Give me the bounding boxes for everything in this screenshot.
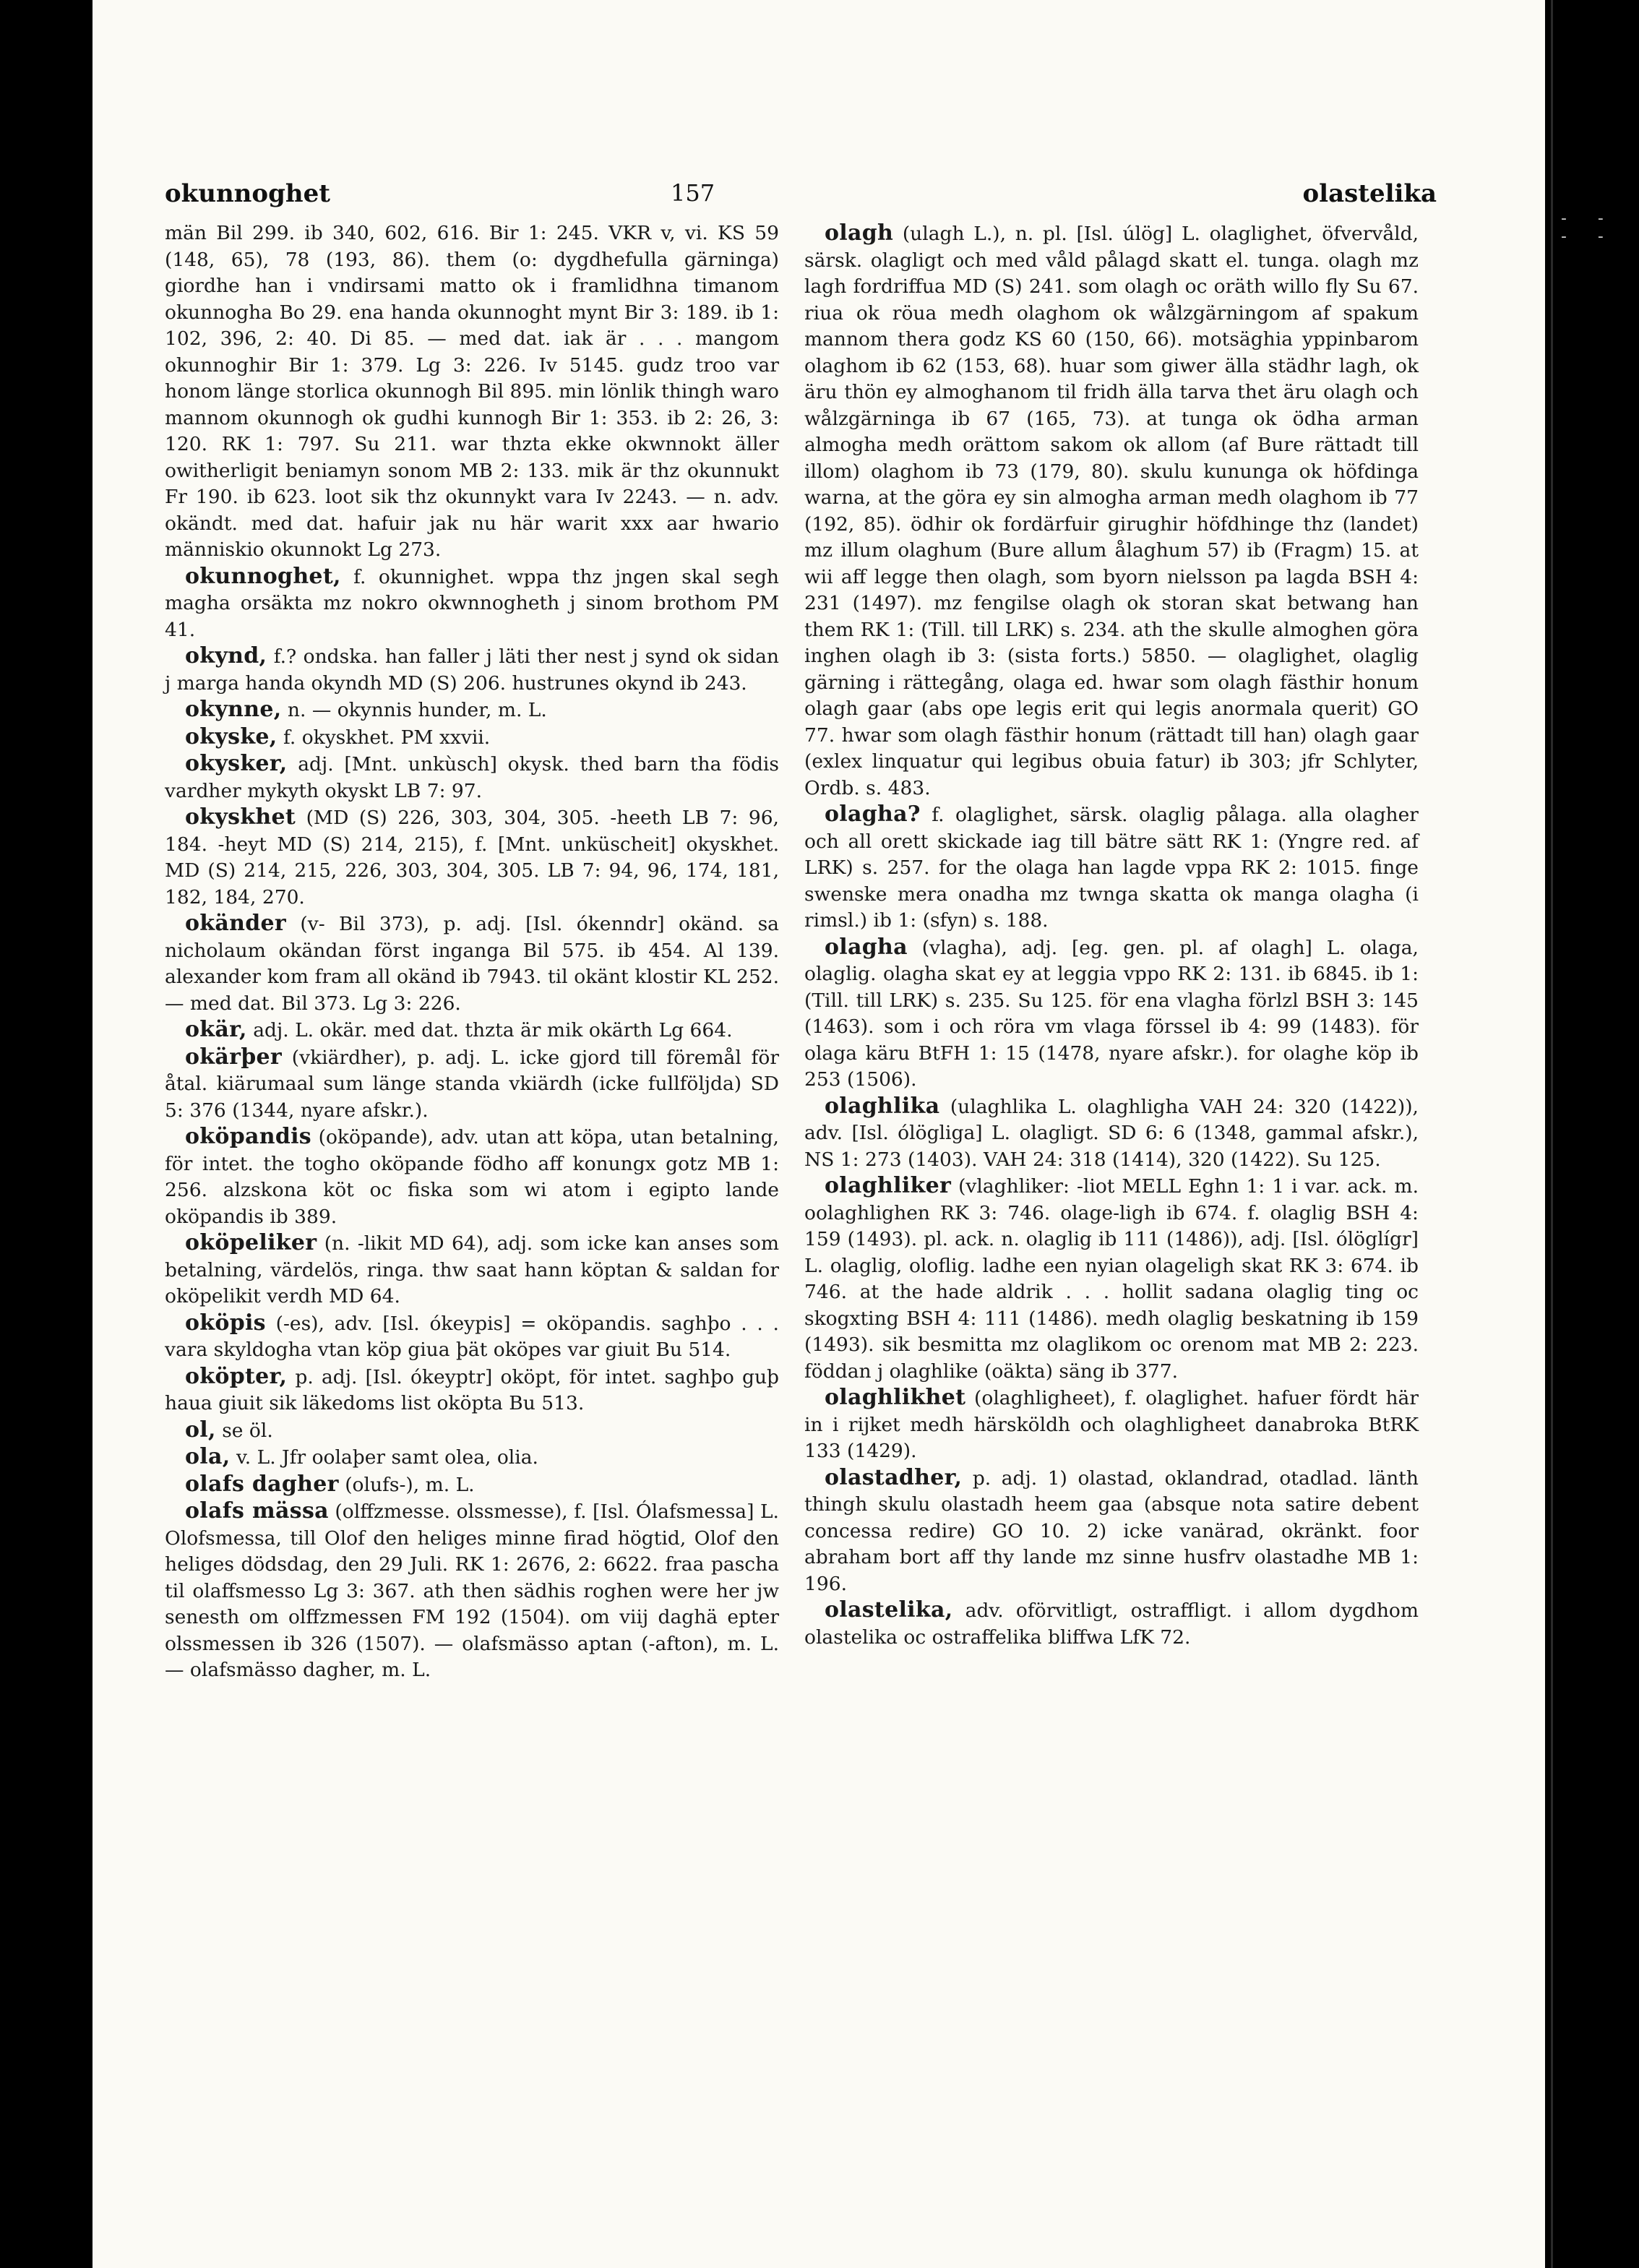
headword: olaghliker <box>825 1173 952 1198</box>
headword: olastadher, <box>825 1464 963 1490</box>
entry-text: adv. oförvitligt, ostraffligt. i allom dygdhom olastelika oc ostraffelika bliffwa LfK 72. <box>804 1599 1419 1649</box>
entry-text: (-es), adv. [Isl. ókeypis] = oköpandis. saghþo . . . vara skyldogha vtan köp giua þät oköpes var giuit Bu 514. <box>165 1312 779 1361</box>
dictionary-entry <box>804 802 1419 935</box>
dictionary-entry <box>804 935 1419 1094</box>
entry-text: (oköpande), adv. utan att köpa, utan betalning, för intet. the togho oköpande födho aff konungx gotz MB 1: 256. alzskona köt oc fiska som wi atom i egipto lande oköpandis ib 389. <box>165 1126 779 1228</box>
dictionary-entry <box>165 1364 779 1417</box>
dictionary-entry <box>165 1417 779 1445</box>
right-column <box>804 220 1419 1651</box>
entry-text: (vlaghliker: -liot MELL Eghn 1: 1 i var. ack. m. oolaghlighen RK 3: 746. olage-ligh ib 674. f. olaglig BSH 4: 159 (1493). pl. ack. n. olaglig ib 111 (1486)), adj. [Isl. ólöglígr] L. olaglig, oloflig. ladhe een nyian olageligh skat RK 3: 674. ib 746. at the hade aldrik . . . hollit sadana olaglig ting oc skogxting BSH 4: 111 (1486). medh olaglig beskatning ib 159 (1493). sik besmitta mz olaglikom oc orenom mat MB 2: 223. föddan j olaghlike (oäkta) säng ib 377. <box>804 1175 1419 1383</box>
headword: okynne, <box>185 697 282 722</box>
dictionary-entry <box>165 1472 779 1499</box>
headword: oköpandis <box>185 1124 311 1149</box>
running-head-left: okunnoghet <box>165 179 330 208</box>
dictionary-entry <box>804 1465 1419 1598</box>
side-marks: - - - - <box>1561 210 1617 246</box>
headword: olaghlika <box>825 1093 940 1119</box>
headword: okunnoghet, <box>185 563 341 589</box>
entry-text: f. okunnighet. wppa thz jngen skal segh magha orsäkta mz nokro okwnnogheth j sinom brothom PM 41. <box>165 565 779 641</box>
dictionary-entry <box>165 804 779 911</box>
entry-text: (MD (S) 226, 303, 304, 305. -heeth LB 7: 96, 184. -heyt MD (S) 214, 215), f. [Mnt. unküscheit] okyskhet. MD (S) 214, 215, 226, 303, 304, 305. LB 7: 94, 96, 174, 181, 182, 184, 270. <box>165 807 779 909</box>
dictionary-entry <box>165 697 779 724</box>
entry-text: (vlagha), adj. [eg. gen. pl. af olagh] L. olaga, olaglig. olagha skat ey at leggia vppo RK 2: 131. ib 6845. ib 1: (Till. till LRK) s. 235. Su 125. för ena vlagha förlzl BSH 3: 145 (1463). som i och röra vm vlaga förssel ib 4: 99 (1483). för olaga käru BtFH 1: 15 (1478, nyare afskr.). for olaghe köp ib 253 (1506). <box>804 936 1419 1091</box>
entry-text: (olffzmesse. olssmesse), f. [Isl. Ólafsmessa] L. Olofsmessa, till Olof den heliges minne firad högtid, Olof den heliges dödsdag, den 29 Juli. RK 1: 2676, 2: 6622. fraa pascha til olaffsmesso Lg 3: 367. ath then sädhis roghen were her jw senesth om olffzmessen FM 192 (1504). om viij daghä epter olssmessen ib 326 (1507). — olafsmässo aptan (-afton), m. L. — olafsmässo dagher, m. L. <box>165 1500 779 1681</box>
dictionary-entry <box>165 1444 779 1472</box>
dictionary-page <box>93 0 1545 2268</box>
entry-text: (ulagh L.), n. pl. [Isl. úlög] L. olaglighet, öfvervåld, särsk. olagligt och med våld pålagd skatt el. tunga. olagh mz lagh fordriffua MD (S) 241. som olagh oc oräth willo fly Su 67. riua ok röua medh olaghom ok wålzgärningom af spakum mannom thera godz KS 60 (150, 66). motsäghia yppinbarom olaghom ib 62 (153, 68). huar som giwer älla städhr lagh, ok äru thön ey almoghanom til fridh älla tarva thet äru olagh och wålzgärninga ib 67 (165, 73). at tunga ok ödha arman almogha medh orättom sakom ok allom (af Bure rättadt till illom) olaghom ib 73 (179, 80). skulu kununga ok höfdinga warna, at the göra ey sin almogha arman medh olaghom ib 77 (192, 85). ödhir ok fordärfuir girughir höfdhinge thz (landet) mz illum olaghum (Bure allum ålaghum 57) ib (Fragm) 15. at wii aff legge then olagh, som byorn nielsson pa lagda BSH 4: 231 (1497). mz fengilse olagh ok storan skat betwang han them RK 1: (Till. till LRK) s. 234. ath the skulle almoghen göra inghen olagh ib 3: (sista forts.) 5850. — olaglighet, olaglig gärning i rättegång, olaga ed. hwar som olagh fästhir honum olagh gaar (abs ope legis erit qui legis anormala querit) GO 77. hwar som olagh fästhir honum (rättadt till han) olagh gaar (exlex linquatur qui legibus obuia fatur) ib 303; jfr Schlyter, Ordb. s. 483. <box>804 223 1419 799</box>
dictionary-entry <box>165 220 779 564</box>
dictionary-entry <box>804 1094 1419 1174</box>
left-column <box>165 220 779 1684</box>
entry-text: p. adj. 1) olastad, oklandrad, otadlad. länth thingh skulu olastadh heem gaa (absque nota satire debent concessa redire) GO 10. 2) icke vanärad, okränkt. foor abraham bort aff thy lande mz sinne husfrv olastadhe MB 1: 196. <box>804 1466 1419 1595</box>
dictionary-entry <box>165 724 779 752</box>
entry-text: f. olaglighet, särsk. olaglig pålaga. alla olagher och all orett skickade iag till bätre sätt RK 1: (Yngre red. af LRK) s. 257. for the olaga han lagde vppa RK 2: 1015. finge swenske mera onadha mz twnga skatta ok manga olagha (i rimsl.) ib 1: (sfyn) s. 188. <box>804 804 1419 932</box>
dictionary-entry <box>165 1310 779 1364</box>
entry-text: adj. [Mnt. unkùsch] okysk. thed barn tha födis vardher mykyth okyskt LB 7: 97. <box>165 753 779 802</box>
dictionary-entry <box>165 1124 779 1230</box>
headword: ol, <box>185 1417 216 1443</box>
dictionary-entry <box>165 911 779 1017</box>
headword: oköpeliker <box>185 1230 317 1255</box>
page-number: 157 <box>671 179 715 207</box>
entry-text: se öl. <box>222 1419 273 1442</box>
headword: okysker, <box>185 751 288 776</box>
entry-text: p. adj. [Isl. ókeyptr] oköpt, för intet. saghþo guþ haua giuit sik läkedoms list oköpta Bu 513. <box>165 1365 779 1414</box>
headword: okyske, <box>185 723 278 749</box>
dictionary-entry <box>165 1044 779 1125</box>
running-head-right: olastelika <box>1302 179 1437 208</box>
headword: olafs mässa <box>185 1498 329 1524</box>
entry-text: f. okyskhet. PM xxvii. <box>283 726 491 749</box>
headword: okär, <box>185 1017 247 1042</box>
entry-text: (ulaghlika L. olaghligha VAH 24: 320 (1422)), adv. [Isl. ólögliga] L. olagligt. SD 6: 6 (1348, gammal afskr.), NS 1: 273 (1403). VAH 24: 318 (1414), 320 (1422). Su 125. <box>804 1095 1419 1171</box>
headword: oköpis <box>185 1310 266 1336</box>
entry-text: v. L. Jfr oolaþer samt olea, olia. <box>236 1446 538 1469</box>
headword: okänder <box>185 911 287 936</box>
entry-text: (olufs-), m. L. <box>345 1473 475 1496</box>
headword: ola, <box>185 1444 231 1469</box>
dictionary-entry <box>165 1230 779 1310</box>
entry-text: n. — okynnis hunder, m. L. <box>287 699 547 721</box>
page-edge <box>1551 0 1553 2268</box>
entry-text: män Bil 299. ib 340, 602, 616. Bir 1: 245. VKR v, vi. KS 59 (148, 65), 78 (193, 86). them (o: dygdhefulla gärninga) giordhe han i vndirsami matto ok i framlidhna timanom okunnogha Bo 29. ena handa okunnoght mynt Bir 3: 189. ib 1: 102, 396, 2: 40. Di 85. — med dat. iak är . . . mangom okunnoghir Bir 1: 379. Lg 3: 226. Iv 5145. gudz troo var honom länge storlica okunnogh Bil 895. min lönlik thingh waro mannom okunnogh ok gudhi kunnogh Bir 1: 353. ib 2: 26, 3: 120. RK 1: 797. Su 211. war thzta ekke okwnnokt äller owitherligit beniamyn sonom MB 2: 133. mik är thz okunnukt Fr 190. ib 623. loot sik thz okunnykt vara Iv 2243. — n. adv. okändt. med dat. hafuir jak nu här warit xxx aar hwario människio okunnokt Lg 273. <box>165 222 779 561</box>
dictionary-entry <box>165 564 779 644</box>
dictionary-entry <box>165 1498 779 1684</box>
headword: olafs dagher <box>185 1471 339 1497</box>
entry-text: (vkiärdher), p. adj. L. icke gjord till föremål för åtal. kiärumaal sum länge standa vkiärdh (icke fullföljda) SD 5: 376 (1344, nyare afskr.). <box>165 1046 779 1122</box>
headword: olagha? <box>825 802 921 827</box>
entry-text: (n. -likit MD 64), adj. som icke kan anses som betalning, värdelös, ringa. thw saat hann köptan & saldan for oköpelikit verdh MD 64. <box>165 1232 779 1307</box>
dictionary-entry <box>165 643 779 697</box>
headword: oköpter, <box>185 1363 288 1389</box>
headword: olagh <box>825 220 894 246</box>
headword: okynd, <box>185 643 267 669</box>
headword: olastelika, <box>825 1597 953 1623</box>
entry-text: (olaghligheet), f. olaglighet. hafuer fördt här in i rijket medh härsköldh och olaghligheet danabroka BtRK 133 (1429). <box>804 1387 1419 1462</box>
dictionary-entry <box>165 1017 779 1044</box>
entry-text: f.? ondska. han faller j läti ther nest j synd ok sidan j marga handa okyndh MD (S) 206. hustrunes okynd ib 243. <box>165 645 779 695</box>
headword: okärþer <box>185 1044 283 1070</box>
dictionary-entry <box>165 751 779 804</box>
dictionary-entry <box>804 220 1419 802</box>
entry-text: adj. L. okär. med dat. thzta är mik okärth Lg 664. <box>253 1019 733 1041</box>
dictionary-entry <box>804 1597 1419 1651</box>
headword: olagha <box>825 934 908 960</box>
entry-text: (v- Bil 373), p. adj. [Isl. ókenndr] okänd. sa nicholaum okändan först inganga Bil 575. ib 454. Al 139. alexander kom fram all okänd ib 7943. til okänt klostir KL 252. — med dat. Bil 373. Lg 3: 226. <box>165 913 779 1015</box>
headword: okyskhet <box>185 804 296 830</box>
dictionary-entry <box>804 1385 1419 1465</box>
headword: olaghlikhet <box>825 1385 966 1410</box>
dictionary-entry <box>804 1173 1419 1385</box>
